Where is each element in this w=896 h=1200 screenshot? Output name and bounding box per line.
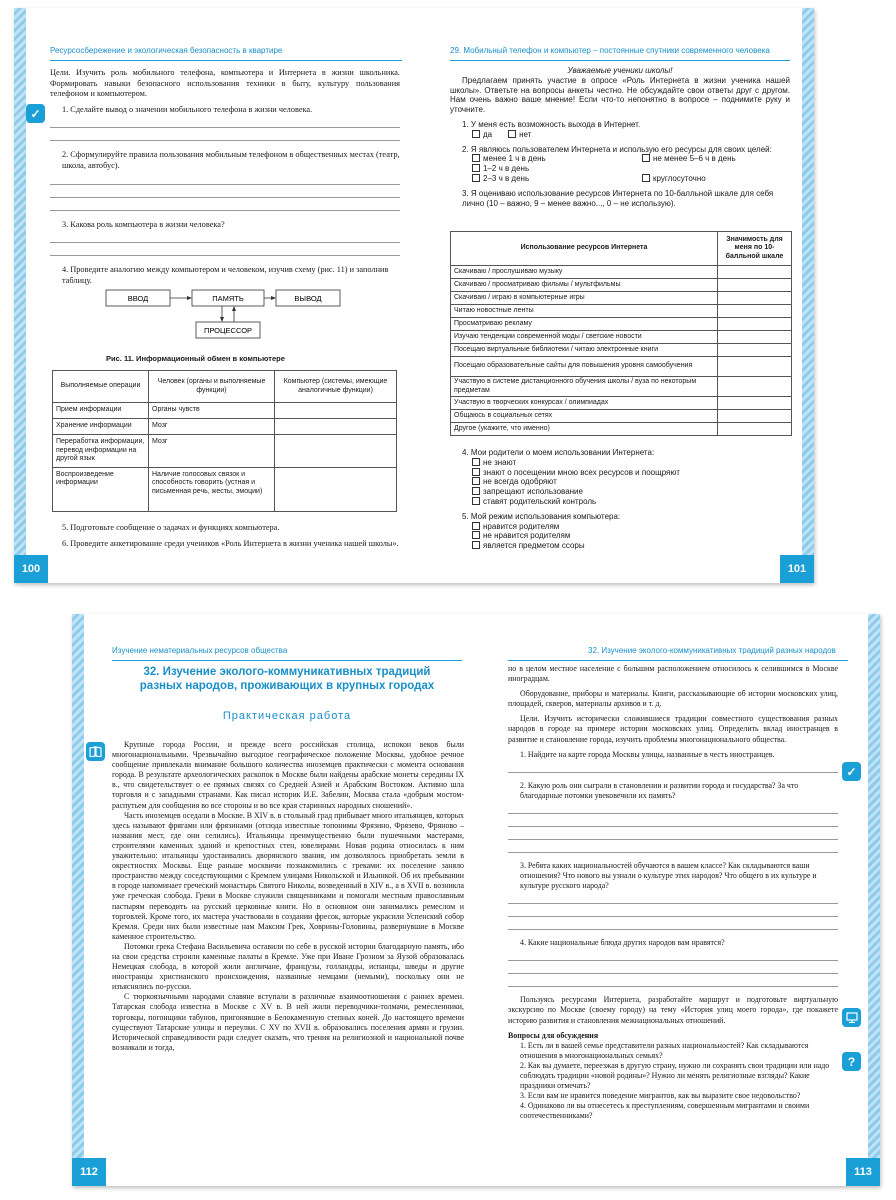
answer-line	[508, 840, 838, 853]
answer-line	[508, 948, 838, 961]
page-100-body	[50, 68, 400, 286]
table-row: Участвую в творческих конкурсах / олимпиадах	[451, 397, 792, 410]
paragraph: Крупные города России, и прежде всего российская столица, испокон веков были многонациональными. Чрезвычайно выгодное географическое положение Москвы, удобное речное сообщение привлекали внимание большого количества иноземцев практически с момента основания города. В результате археологических раскопок в Москве были найдены арабские монеты середины IX в., что свидетельствует о ее прямых связях со Средней Азией и Арабским Востоком. Активно шла торговля и с западными странами. Как писал историк И.Е. Забелин, Москва стала «добрым мостом-распутьем для сообщения во все стороны и во все края старинных народных сношений».	[112, 740, 464, 810]
book-icon	[86, 742, 105, 761]
option[interactable]: нет	[508, 130, 531, 140]
goals: Цели. Изучить роль мобильного телефона, компьютера и Интернета в жизни школьника. Формировать навыки безопасного использования техники в быту, культуру пользования телефоном и компьютером.	[50, 68, 400, 99]
question-1: 1. Сделайте вывод о значении мобильного телефона в жизни человека.	[62, 104, 313, 114]
survey-intro: Предлагаем принять участие в опросе «Роль Интернета в жизни ученика нашей школы». Ответьте на вопросы анкеты честно. Не обсуждайте свои ответы друг с другом. Нам очень важно ваше мнение! Если что-то непонятно в вопросе – поднимите руку и уточните.	[450, 75, 790, 115]
score-cell[interactable]	[718, 266, 792, 279]
option[interactable]: не нравится родителям	[472, 531, 790, 541]
option[interactable]: 2–3 ч в день	[472, 174, 642, 184]
right-margin-stripe	[868, 614, 880, 1186]
table-header: Компьютер (системы, имеющие аналогичные функции)	[275, 371, 397, 403]
option[interactable]: не знают	[472, 458, 790, 468]
score-cell[interactable]	[718, 410, 792, 423]
checkbox[interactable]	[472, 541, 480, 549]
score-cell[interactable]	[718, 305, 792, 318]
question-3: 3. Ребята каких национальностей обучаются в вашем классе? Как складываются ваши отношения? Что нового вы узнали о культуре этих народов? Что общего в их культуре и культуре русского народа?	[520, 860, 817, 891]
spread-pages-112-113	[72, 614, 880, 1186]
survey-options-2	[450, 154, 790, 183]
right-margin-stripe	[802, 8, 814, 583]
option[interactable]: не всегда одобряют	[472, 477, 790, 487]
table-header: Значимость для меня по 10-балльной шкале	[718, 232, 792, 266]
table-header: Использование ресурсов Интернета	[451, 232, 718, 266]
checkbox[interactable]	[472, 497, 480, 505]
arrowhead	[187, 296, 192, 300]
answer-line	[508, 891, 838, 904]
table-row: Участвую в системе дистанционного обучения школы / вуза по некоторым предметам	[451, 377, 792, 397]
discussion-item: 2. Как вы думаете, переезжая в другую страну, нужно ли сохранять свои традиции или надо соблюдать традиции «новой родины»? Нужно ли менять религиозные взгляды? Какие праздники отмечать?	[520, 1060, 830, 1091]
discussion-title: Вопросы для обсуждения	[508, 1030, 599, 1040]
spread-pages-100-101	[14, 8, 814, 583]
survey-question-2: 2. Я являюсь пользователем Интернета и использую его ресурсы для своих целей:	[462, 144, 772, 154]
answer-line	[50, 243, 400, 256]
question-4: 4. Проведите аналогию между компьютером и человеком, изучив схему (рис. 11) и заполнив таблицу.	[62, 265, 389, 285]
score-cell[interactable]	[718, 292, 792, 305]
page-number: 113	[846, 1158, 880, 1186]
running-header: 32. Изучение эколого-коммуникативных традиций разных народов	[588, 646, 836, 655]
checkbox[interactable]	[472, 468, 480, 476]
table-row: Скачиваю / прослушиваю музыку	[451, 266, 792, 279]
discussion-item: 3. Если вам не нравится поведение мигрантов, как вы выразите свое недовольство?	[520, 1091, 801, 1101]
paragraph: Потомки грека Стефана Васильевича оставили по себе в русской истории благодарную память, ибо на свои средства строили каменные палаты в Кремле. Уже при Иване Грозном за Яузой образовалась Немецкая слобода, в которой жили англичане, французы, голландцы, испанцы, шведы и другие иностранцы христианского происхождения, названные немцами (немыми), поскольку они не изъяснялись по-русски.	[112, 941, 464, 992]
table-row: Скачиваю / просматриваю фильмы / мультфильмы	[451, 279, 792, 292]
diagram-label-memory: ПАМЯТЬ	[212, 294, 244, 303]
figure-caption: Рис. 11. Информационный обмен в компьютере	[106, 354, 285, 363]
diagram-label-output: ВЫВОД	[294, 294, 322, 303]
answer-line	[508, 814, 838, 827]
option[interactable]: запрещают использование	[472, 487, 790, 497]
answer-line	[50, 128, 400, 141]
option[interactable]: круглосуточно	[642, 174, 792, 184]
question-icon: ?	[842, 1052, 861, 1071]
check-icon: ✓	[26, 104, 45, 123]
question-2: 2. Какую роль они сыграли в становлении и развитии города и государства? За что благодарные потомки увековечили их память?	[520, 780, 799, 800]
option[interactable]: знают о посещении мною всех ресурсов и поощряют	[472, 468, 790, 478]
check-icon: ✓	[842, 762, 861, 781]
table-row: Переработка информации, перевод информации на другой язык Мозг	[53, 435, 397, 468]
question-2: 2. Сформулируйте правила пользования мобильным телефоном в общественных местах (театр, школа, автобус).	[62, 150, 400, 170]
table-row: Воспроизведение информации Наличие голосовых связок и способность говорить (устная и письменная речь, жесты, эмоции)	[53, 467, 397, 511]
survey-options-1	[450, 130, 790, 140]
survey-question-4: 4. Мои родители о моем использовании Интернета:	[462, 448, 655, 457]
left-margin-stripe	[72, 614, 84, 1186]
running-header: Ресурсосбережение и экологическая безопасность в квартире	[50, 46, 283, 55]
internet-task: Пользуясь ресурсами Интернета, разработайте маршрут и подготовьте виртуальную экскурсию по Москве (своему городу) на тему «История улиц моего города», где покажете историю развития и становления межнациональных отношений.	[508, 995, 838, 1025]
option[interactable]: менее 1 ч в день	[472, 154, 642, 164]
score-cell[interactable]	[718, 377, 792, 397]
header-rule	[50, 60, 402, 61]
checkbox[interactable]	[472, 130, 480, 138]
computer-diagram	[104, 288, 344, 348]
answer-line	[50, 115, 400, 128]
score-cell[interactable]	[718, 397, 792, 410]
checkbox[interactable]	[472, 531, 480, 539]
table-row: Прием информации Органы чувств	[53, 403, 397, 419]
answer-line	[508, 961, 838, 974]
header-rule	[508, 660, 848, 661]
table-row: Просматриваю рекламу	[451, 318, 792, 331]
answer-line	[50, 230, 400, 243]
table-row: Другое (укажите, что именно)	[451, 423, 792, 436]
checkbox[interactable]	[472, 164, 480, 172]
page-number: 101	[780, 555, 814, 583]
checkbox[interactable]	[472, 487, 480, 495]
arrowhead	[271, 296, 276, 300]
answer-line	[508, 904, 838, 917]
left-margin-stripe	[14, 8, 26, 583]
page-113-body	[508, 664, 838, 1121]
goals: Цели. Изучить исторически сложившиеся традиции совместного существования разных народов в городе на примере истории московских улиц. Определить вклад иностранцев в развитие и становление города, изучить проблемы многонационального общества.	[508, 714, 838, 744]
arrowhead	[220, 317, 224, 322]
running-header: 29. Мобильный телефон и компьютер – постоянные спутники современного человека	[450, 46, 770, 55]
page-number: 100	[14, 555, 48, 583]
arrowhead	[232, 306, 236, 311]
checkbox[interactable]	[642, 154, 650, 162]
discussion-item: 1. Есть ли в вашей семье представители разных национальностей? Как складываются отношения в многонациональных семьях?	[520, 1040, 809, 1060]
checkbox[interactable]	[472, 458, 480, 466]
score-cell[interactable]	[718, 279, 792, 292]
survey-options-4	[450, 458, 790, 507]
checkbox[interactable]	[472, 174, 480, 182]
score-cell[interactable]	[718, 318, 792, 331]
section-subtitle: Практическая работа	[222, 710, 352, 722]
answer-line	[50, 185, 400, 198]
score-cell[interactable]	[718, 423, 792, 436]
survey-question-3: 3. Я оцениваю использование ресурсов Интернета по 10-балльной шкале для себя лично (10 – важно, 9 – менее важно..., 0 – не использую).	[462, 188, 774, 208]
table-row: Читаю новостные ленты	[451, 305, 792, 318]
page-number: 112	[72, 1158, 106, 1186]
page-100-footer-questions	[50, 523, 400, 549]
answer-line	[50, 172, 400, 185]
table-header: Человек (органы и выполняемые функции)	[149, 371, 275, 403]
answer-line	[508, 760, 838, 773]
table-row: Общаюсь в социальных сетях	[451, 410, 792, 423]
diagram-label-processor: ПРОЦЕССОР	[203, 326, 253, 335]
option[interactable]: является предметом ссоры	[472, 541, 790, 551]
question-5: 5. Подготовьте сообщение о задачах и функциях компьютера.	[62, 523, 280, 532]
question-1: 1. Найдите на карте города Москвы улицы, названные в честь иностранцев.	[520, 749, 775, 759]
answer-line	[50, 198, 400, 211]
checkbox[interactable]	[642, 174, 650, 182]
survey-question-1: 1. У меня есть возможность выхода в Интернет.	[462, 119, 641, 129]
question-3: 3. Какова роль компьютера в жизни человека?	[62, 219, 225, 229]
monitor-icon	[842, 1008, 861, 1027]
checkbox[interactable]	[472, 522, 480, 530]
survey-greeting: Уважаемые ученики школы!	[567, 66, 673, 75]
question-4: 4. Какие национальные блюда других народов вам нравятся?	[520, 938, 725, 948]
answer-line	[508, 801, 838, 814]
option[interactable]: 1–2 ч в день	[472, 164, 642, 174]
continuation: но в целом местное население с большим расположением относилось к селившимся в Москве иноградцам.	[508, 664, 838, 684]
survey-question-5: 5. Мой режим использования компьютера:	[462, 511, 621, 521]
question-6: 6. Проведите анкетирование среди учеников «Роль Интернета в жизни ученика нашей школы».	[62, 538, 399, 548]
paragraph: Часть иноземцев оседали в Москве. В XIV в. в стольный град прибывает много итальянцев, которых здесь называют фрягами или фрязинами (отсюда известные топонимы Фрязино, Фрязево, Фряново – названия мест, где они селились). Итальянцы преимущественно были пушечными мастерами, строителями каменных зданий и крепостных стен, ювелирами. Новая родина относилась к ним уважительно: итальянцы удостаивались дворянского звания, им дозволялось приобретать земли в окрестностях Москвы. Еще раньше москвичи познакомились с греками: их поселение заняло пространство между соседствующими с Кремлем улицами Никольской и Ильинкой. Об их пребывании в городе напоминает греческий монастырь Святого Николы, возведенный в XIV в., а в XVII в. возникла уже греческая слобода. Греки в Москве служили священниками и помогали местным православным пастырям переводить на русский церковные книги. Но в основном они занимались ремеслом и торговлей. Кроме того, их мастера участвовали в создании фресок, которые украсили Успенский собор Кремля. Среди них были известные нам Максим Грек, Ховрины-Головины, развернувшие в Москве каменное строительство.	[112, 810, 464, 941]
score-cell[interactable]	[718, 344, 792, 357]
answer-line	[508, 827, 838, 840]
table-row: Хранение информации Мозг	[53, 419, 397, 435]
checkbox[interactable]	[472, 477, 480, 485]
section-title: 32. Изучение эколого-коммуникативных традиций разных народов, проживающих в крупных городах	[139, 666, 435, 692]
option[interactable]: ставят родительский контроль	[472, 497, 790, 507]
analogy-table	[52, 370, 397, 512]
page-101-survey-end	[450, 448, 790, 551]
page-101-survey	[450, 66, 790, 208]
table-row: Посещаю виртуальные библиотеки / читаю электронные книги	[451, 344, 792, 357]
page-112-body	[112, 740, 464, 1053]
diagram-label-input: ВВОД	[127, 294, 149, 303]
answer-line	[508, 974, 838, 987]
table-row: Скачиваю / играю в компьютерные игры	[451, 292, 792, 305]
score-cell[interactable]	[718, 357, 792, 377]
checkbox[interactable]	[472, 154, 480, 162]
header-rule	[450, 60, 790, 61]
option[interactable]: да	[472, 130, 492, 140]
table-header: Выполняемые операции	[53, 371, 149, 403]
running-header: Изучение нематериальных ресурсов общества	[112, 646, 288, 655]
option[interactable]: нравится родителям	[472, 522, 790, 532]
answer-line	[508, 917, 838, 930]
table-row: Посещаю образовательные сайты для повышения уровня самообучения	[451, 357, 792, 377]
equipment: Оборудование, приборы и материалы. Книги, рассказывающие об истории московских улиц, площадей, скверов, материалы архивов и т. д.	[508, 689, 838, 709]
header-rule	[112, 660, 462, 661]
checkbox[interactable]	[508, 130, 516, 138]
table-row: Изучаю тенденции современной моды / светские новости	[451, 331, 792, 344]
internet-usage-table	[450, 231, 792, 436]
score-cell[interactable]	[718, 331, 792, 344]
survey-options-5	[450, 522, 790, 551]
option[interactable]: не менее 5–6 ч в день	[642, 154, 792, 164]
paragraph: С тюркоязычными народами славяне вступали в различные взаимоотношения с раннех времен. Татарская слобода известна в Москве с XV в. В ней жили переводчики-толмачи, ремесленники, торговцы, погонщики табунов, пригонявшие в Белокаменную степных коней. До настоящего времени существуют Татарские улицы и переулки. С XV по XVII в. образовались поселения армян и грузин. Исторической справедливости ради следует сказать, что трения на религиозной и национальной почве возникали и тогда,	[112, 992, 464, 1052]
discussion-item: 4. Одинаково ли вы отнесетесь к преступлениям, совершенным мигрантами и своими соотечественниками?	[520, 1101, 810, 1121]
